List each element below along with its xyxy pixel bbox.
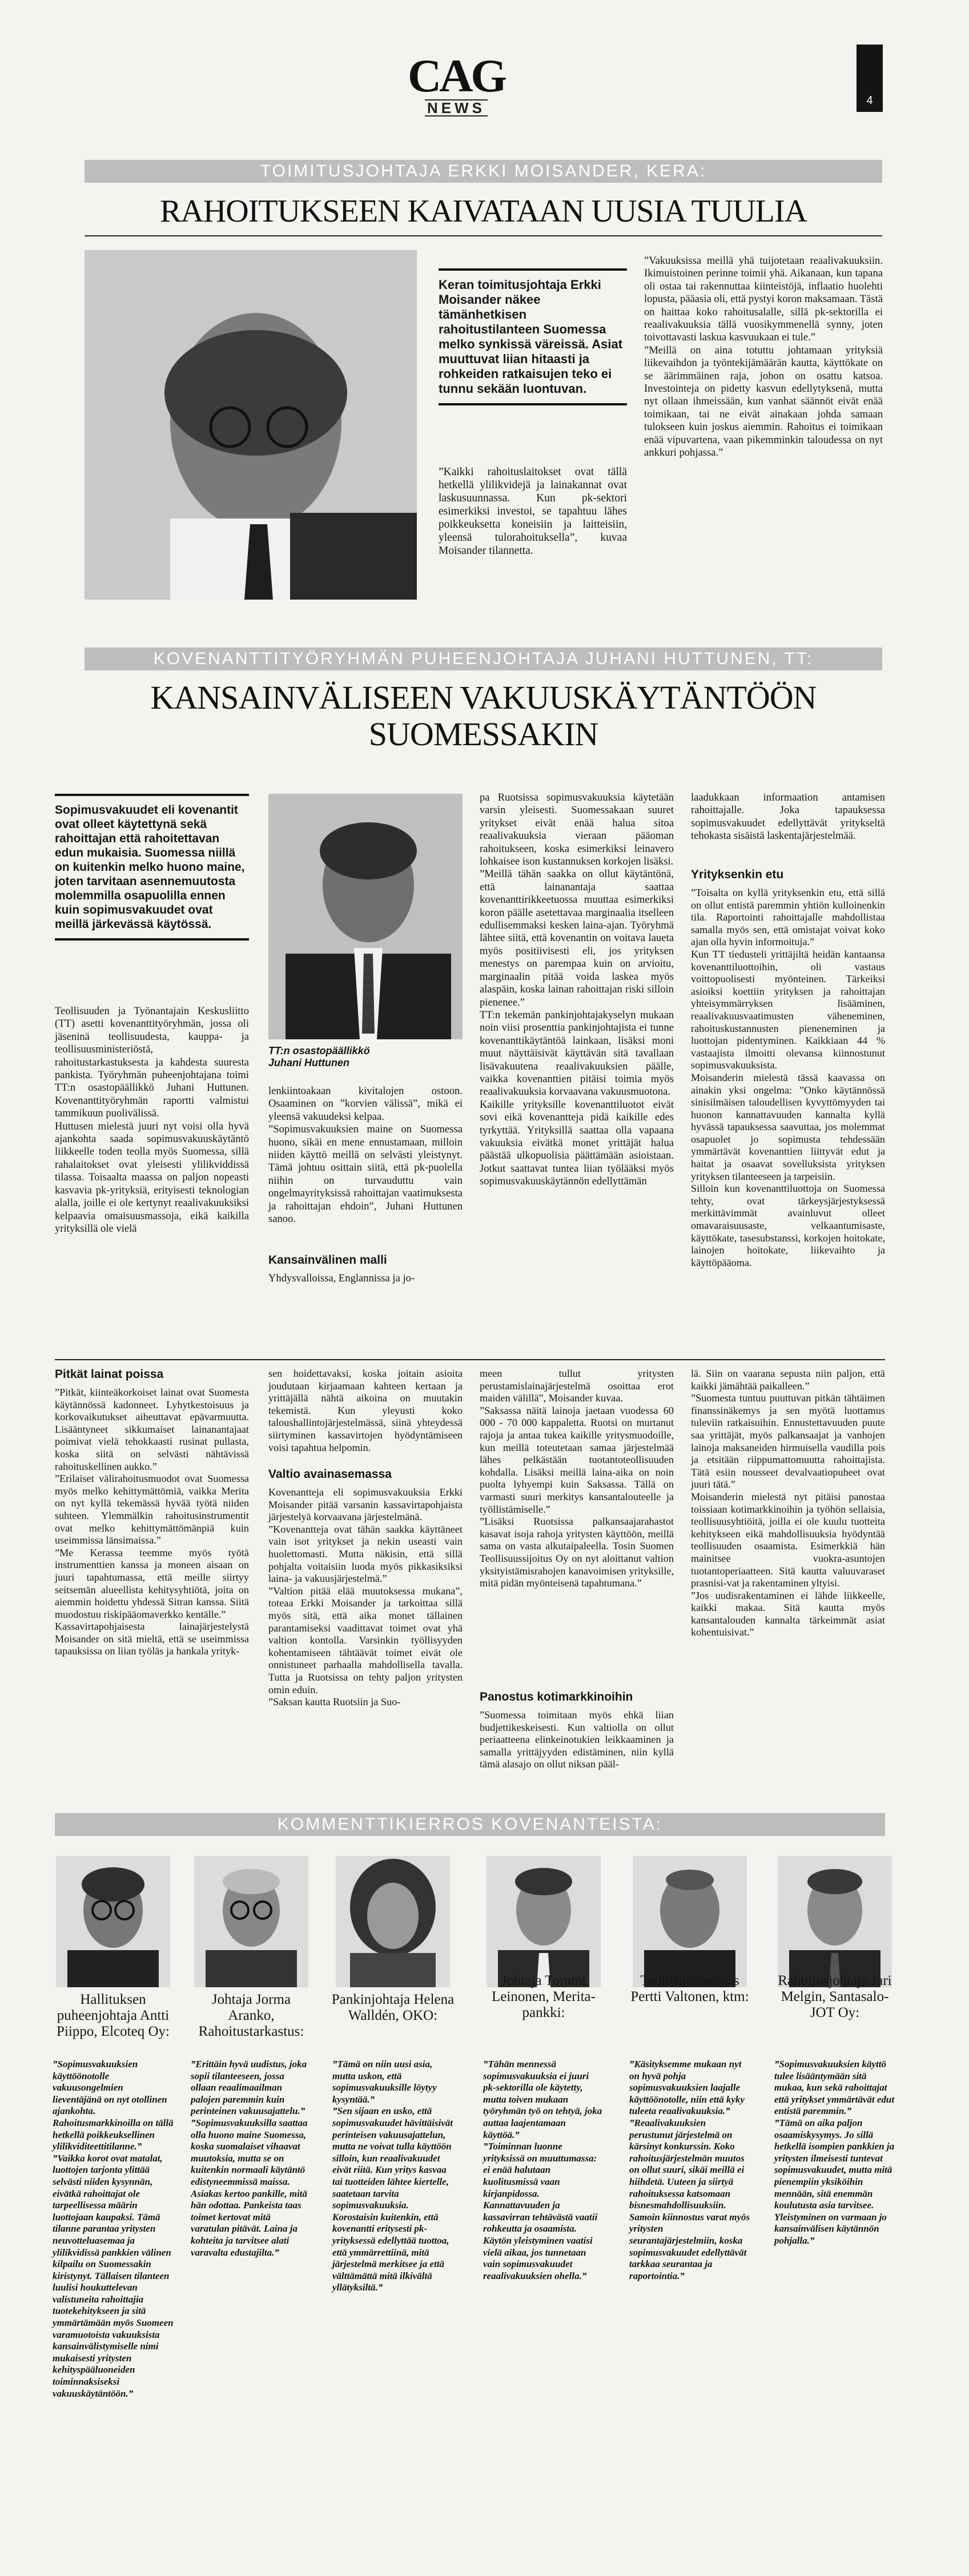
huttunen-caption: TT:n osastopäällikkö Juhani Huttunen [268,1045,370,1068]
person6-name: Rahoitusjohtaja Jari Melgin, Santasalo-JOT Oy: [778,1973,892,2020]
article2-col4: laadukkaan informaation antamisen rahoittajalle. Joka tapauksessa sopimusvakuudet edellyttävät yritykseltä tehokasta sisäistä laskentajärjestelmää. [691,791,885,842]
logo-cag: CAG [408,50,505,102]
person2-quote: ”Erittäin hyvä uudistus, joka sopii tilanteeseen, jossa ollaan reaalimaailman palojen paremmin kuin perinteinen vakuusajattelu.” ”Sopimusvakuuksilla saattaa olla huono maine Suomessa, koska suomalaiset vihaavat muutoksia, mutta se on kuitenkin normaali käytäntö edistyneemmissä maissa. Asiakas kertoo pankille, mitä hän odottaa. Pankeista taas toimet kertovat mitä varatulan pitävät. Laina ja kohteita ja tarvitsee alati varavalta edustajilta.” [191,2059,308,2258]
article3-top-rule [55,1359,885,1360]
article3-col3b: ”Suomessa toimitaan myös ehkä liian budjettikeskeisesti. Kun valtiolla on ollut periaatteena elinkeinotukien leikkaaminen ja samalla yrittäjyyden edistäminen, niin kyllä tämä alasajo on ollut niksan pääl- [480,1709,674,1770]
person3-photo [336,1856,450,1987]
article1-quote: ”Kaikki rahoituslaitokset ovat tällä hetkellä ylilikvidejä ja lainakannat ovat laskusuunnassa. Kun pk-sektori esimerkiksi investoi, se tapahtuu lähes poikkeuksetta koneisiin ja laitteisiin, yleensä tulorahoituksella”, kuvaa Moisander tilannetta. [439,466,627,557]
article1-lead [439,268,627,405]
article3-col3: meen tullut yritysten perustamislainajärjestelmä osoittaa erot maiden välillä”, Moisander kuvaa. ”Saksassa näitä lainoja jaetaan vuodessa 60 000 - 70 000 kappaletta. Ruotsi on murtanut rajoja ja antaa tukea kaikille yritysmuodoille, kun meillä toteutetaan samaa järjestelmää lähes pelkästään tuotantoteollisuuden kohdalla. Lisäksi meillä laina-aika on noin puolta lyhyempi kuin Saksassa. Tällä on varmasti suuri merkitys kansantalouteelle ja työllistämiselle.” ”Lisäksi Ruotsissa palkansaajarahastot kasavat isoja rahoja yritysten käyttöön, meillä sama on vasta alkutaipaleella. Tosin Suomen Teollisuussijoitus Oy on nyt aloittanut valtion yksityistämisrahojen kanavoimisen yrityksille, mitä pidän myönteisenä tapahtumana.” [480,1368,674,1589]
article1-title: RAHOITUKSEEN KAIVATAAN UUSIA TUULIA [160,194,807,229]
article3-col4: lä. Siin on vaarana sepusta niin paljon, että kaikki jämähtää paikalleen.” ”Suomesta tuntuu puuttuvan pitkän tähtäimen finanssinäkemys ja sen myötä luottamus tuleviin ratkaisuihin. Ennustettavuuden puute saa yrittäjät, myös palkansaajat ja vanhojen lainoja maksaneiden hirmuisella vaudilla pois ja etsitään riippumattomuutta rahoittajista. Tätä esiin nousseet devalvaatiopuheet ovat juuri tätä.” Moisanderin mielestä nyt pitäisi panostaa toissiaan kotimarkkinoihin ja työhön sellaisia, teollisuusyhtiöitä, joilla ei ole kuulu tuotteita kehitykseen eikä mahdollisuuksia hyödyntää teollisuuden osaamista. Esimerkkiä hän mainitsee vuokra-asuntojen tuotantoperiaatteen. Sitä kautta valuuvaraset prasnisi-vat ja rakentaminen yltyisi. ”Jos uudisrakentaminen ei lähde liikkeelle, kaikki makaa. Sitä kautta myös kansantalouden kannalta tärkeimmät asiat kohentuisivat.” [691,1368,885,1638]
page-number-tab [857,45,883,112]
person1-photo [56,1856,170,1987]
person4-quote: ”Tähän mennessä sopimusvakuuksia ei juuri pk-sektorilla ole käytetty, mutta toiven mukaan työryhmän työ on tehtyä, joka auttaa laajentamaan käyttöä.” ”Toiminnan luonne yrityksissä on muuttumassa: ei enää halutaan kuolitusmissä vaan kirjanpidossa. Kannattavuuden ja kassavirran tehtävästä vaatii rohkeutta ja osaamista. Käytön yleistyminen vaatisi vielä aikaa, jos tunnetaan vain sopimusvakuudet reaalivakuuksien ohella.” [483,2059,602,2281]
huttunen-portrait-svg [268,794,463,1039]
person2-name: Johtaja Jorma Aranko, Rahoitustarkastus: [198,1992,304,2039]
article2-title-line2: SUOMESSAKIN [368,716,598,753]
huttunen-photo [268,794,463,1039]
article3-sub-aval: Valtio avainasemassa [268,1468,392,1481]
person5-quote: ”Käsityksemme mukaan nyt on hyvä pohja sopimusvakuuksien laajalle käyttöönotolle, niin että kyky tuleeta reaalivakuuksia.” ”Reaalivakuuksien perustunut järjestelmä on kärsinyt konkurssin. Koko rahoitusjärjestelmän muutos on ollut suuri, sikäi meillä ei hiihdetä. Uuteen ja siirtyä rahoituksessa katsomaan bisnesmahdollisuuksiin. Samoin kiinnostus varat myös yritysten seurantajärjestelmiin, koska sopimusvakuudet edellyttävät tarkkaa seurantaa ja raportointia.” [629,2059,750,2281]
article3-col2b: Kovenantteja eli sopimusvakuuksia Erkki Moisander pitää varsanin kassavirtapohjaista järjestelyä korvaavana järjestelmänä. ”Kovenantteja ovat tähän saakka käyttäneet vain isot yritykset ja nekin useasti vain huolettomasti. Mutta näkisin, että sillä pohjalta voitaisiin luoda myös pikkasiksiksi laina- ja vakuusjärjestelmä.” ”Valtion pitää elää muutoksessa mukana”, toteaa Erkki Moisander ja tarkoittaa sillä myös sitä, että aika monet tällainen parantamiseksi vaadittavat toimet ovat yhä valtion kontolla. Varsinkin työllisyyden kohentamiseen tähtäävät toimet eivät ole onnistuneet parhaalla mahdollisella tavalla. Tutta ja Ruotsissa on tehty paljon yritysten omin eduin. ”Saksan kautta Ruotsiin ja Suo- [268,1486,463,1708]
article3-sub-pan: Panostus kotimarkkinoihin [480,1690,633,1703]
person2-photo [194,1856,308,1987]
article2-col2: lenkiintoakaan kivitalojen ostoon. Osaaminen on ”korvien välissä”, mikä ei yleensä vakuudeksi kelpaa. ”Sopimusvakuuksien maine on Suomessa huono, sikäi en mene ennustamaan, milloin niiden käyttö meillä on selvästi yleistynyt. Tämä johtuu osittain siitä, että pk-puolella niihin on turvauduttu vain ongelmayrityksissä rahoittajan vaatimuksesta ja rahoittajan ehdoin”, Juhani Huttunen sanoo. [268,1085,463,1225]
article2-col2b: Yhdysvalloissa, Englannissa ja jo- [268,1272,415,1284]
article1-kicker: TOIMITUSJOHTAJA ERKKI MOISANDER, KERA: [85,160,882,183]
comments-kicker: KOMMENTTIKIERROS KOVENANTEISTA: [55,1813,885,1836]
person4-name: Johtaja Tommi Leinonen, Merita-pankki: [492,1973,596,2020]
article2-lead [55,794,249,941]
person3-name: Pankinjohtaja Helena Walldén, OKO: [331,1992,455,2023]
article2-kicker: KOVENANTTITYÖRYHMÄN PUHEENJOHTAJA JUHANI HUTTUNEN, TT: [85,648,882,670]
moisander-photo [85,250,417,600]
article1-lead-text: Keran toimitusjohtaja Erkki Moisander näkee tämänhetkisen rahoitustilanteen Suomessa melko synkissä väreissä. Asiat muuttuvat liian hitaasti ja rohkeiden ratkaisujen teko ei tunnu sekään luontuvan. [439,278,623,396]
person5-photo [633,1856,747,1987]
article2-sub-self: Yrityksenkin etu [691,868,784,881]
article1-col3: ”Vakuuksissa meillä yhä tuijotetaan reaalivakuuksiin. Ikimuistoinen perinne toimii yhä. Aikanaan, kun tapana oli ostaa tai rakennuttaa kiinteistöjä, inflaatio huolehti lopusta, pääasia oli, että pystyi koron maksamaan. Tästä on haittaa koko rahoitusalalle, sillä pk-sektorilla ei reaalivakuuksia tällä vuosikymmenellä synny, joten toivottavasti laskua kasvuukaan ei tule.” ”Meillä on aina totuttu johtamaan yrityksiä liikevaihdon ja työntekijämäärän kautta, käyttökate on se äärimmäinen raja, johon on osattu katsoa. Investointeja on pidetty kasvun edellytyksenä, mutta nyt ollaan ihmeissään, kun vanhat säännöt eivät enää toimikaan, tai ne eivät ainakaan johda samaan tulokseen kuin joskus aiemmin. Rahoitus ei toimikaan enää vipuvartena, vaan pikemminkin taloudessa on nyt ankkuri pohjassa.” [644,255,883,459]
article2-sub-intl: Kansainvälinen malli [268,1253,387,1267]
person6-quote: ”Sopimusvakuuksien käyttö tulee lisääntymään sitä mukaa, kun sekä rahoittajat että yritykset ymmärtävät edut entistä paremmin.” ”Tämä on aika paljon osaamiskysymys. Jo sillä hetkellä isompien pankkien ja yritysten ilmeisesti tuntevat sopimusvakuudet, mutta mitä pienempiin yksiköihin mennään, sitä enemmän koulutusta asia tarvitsee. Yleistyminen on varmaan jo kansainvälisen käytännön pohjalla.” [774,2059,895,2246]
person6-photo [778,1856,892,1987]
article2-col1: Teollisuuden ja Työnantajain Keskusliitto (TT) asetti kovenanttityöryhmän, jossa oli jäseninä teollisuudesta, kauppa- ja teollisuusministeriöstä, rahoitustarkastuksesta ja kahdesta suuresta pankista. Työryhmän puheenjohtajana toimi TT:n osastopäällikkö Juhani Huttunen. Kovenanttityöryhmän raportti valmistui tammikuun puolivälissä. Huttusen mielestä juuri nyt voisi olla hyvä ajankohta saada sopimusvakuuskäytäntö liikkeelle toden teolla myös Suomessa, sillä rahalaitokset ovat yleisesti ylilikviddissä tilassa. Toisaalta maassa on paljon nopeasti kasvavia pk-yrityksiä, erityisesti teknologian alalla, joille ei ole kertynyt reaalivakuuksiksi kelpaavia omaisuusmassoja, eikä kaikilla yrityksillä ole vielä [55,1005,249,1235]
article3-sub-long: Pitkät lainat poissa [55,1368,164,1381]
article1-title-rule [85,235,882,236]
moisander-portrait-svg [85,250,417,600]
article2-col3: pa Ruotsissa sopimusvakuuksia käytetään varsin yleisesti. Suomessakaan suuret yritykset eivät enää halua sitoa reaalivakuuksia vieraan pääoman rahoitukseen, koska esimerkiksi leinavero lohkaisee ison kustannuksen korkojen lisäksi. ”Meillä tähän saakka on ollut käytäntönä, että lainanantaja saattaa kovenanttirikkeetuossa muuttaa esimerkiksi koron päälle asetettavaa marginaalia itselleen edullisemmaksi kesken laina-ajan. Työryhmä lähtee siitä, että kovenantin on voitava laueta myös positiivisesti eli, jos yrityksen menestys on parempaa kuin on arvioitu, marginaalin pitää voida laskea myös alaspäin, koska lainan rahoittajan riski silloin pienenee.” TT:n tekemän pankinjohtajakyselyn mukaan noin viisi prosenttia pankinjohtajista ei tunne kovenanttikäytäntöä lainkaan, lisäksi moni muut näyttäisivät käyttävän sitä tavallaan lisävakuutena reaalivakuuksien päälle, vaikka kovenanttien pitäisi toimia myös reaalivakuuksia korvaavana vakuusmuotona. Kaikille yrityksille kovenanttiluotot eivät sovi eikä kovenantteja pidä kaikille edes tyrkyttää. Yrityksillä saattaa olla vapaana vakuuksia eivätkä monet yrittäjät halua päästää ulkopuolisia päättämään asioistaan. Jotkut saattavat tuntea liian työlääksi myös sopimusvakuuskäytännön edellyttämän [480,791,674,1188]
person5-name: Teollisuusneuvos Pertti Valtonen, ktm: [630,1973,749,2004]
logo-news: NEWS [425,99,488,116]
article3-col1: ”Pitkät, kiinteäkorkoiset lainat ovat Suomesta käytännössä kadonneet. Lyhytkestoisuus ja korkovaikutukset aiheuttavat epävarmuutta. Lisääntyneet sikkumaiset lainanantajaat poimivat vielä tehokkaasti rusinat pullasta, koska siitä on selvästi nähtävissä rahoituskellinen aukko.” ”Erilaiset välirahoitusmuodot ovat Suomessa myös melko kehittymättömiä, vaikka Merita on nyt kyllä tekemässä hyvää työtä niiden suhteen. Ylemmälkin rahoitusinstrumentit ovat melko kehittymättömänpiä kuin useimmissa länsimaissa.” ”Me Kerassa teemme myös työtä instrumenttien kanssa ja moneen aisaan on juuri tapahtumassa, että meille siirtyy seitsemän alueellista kehitysyhtiötä, joita on aiemmin hoidettu yhdessä Sitran kanssa. Siitä muodostuu riskipääomaverkko kentälle.” Kassavirtapohjaisesta lainajärjestelystä Moisander on sitä mieltä, että se useimmissa tapauksissa on liian työläs ja hankala yrityk- [55,1387,249,1657]
person4-photo [486,1856,601,1987]
article2-col4b: ”Toisalta on kyllä yrityksenkin etu, että sillä on ollut entistä paremmin yhtiön kulloinenkin tila. Raportointi rahoittajalle mahdollistaa samalla myös sen, että omistajat voivat koko ajan olla hyvin informoituja.” Kun TT tiedusteli yrittäjiltä heidän kantaansa kovenanttiluottoihin, oli vastaus voittopuolisesti myönteinen. Tärkeiksi asioiksi koettiin yrityksen ja rahoittajan yhteisymmärryksen lisääminen, reaalivakuusvaatimusten väheneminen, rahoituskustannusten pieneneminen ja luottojan pidentyminen. Kaikkiaan 44 % vastaajista ilmoitti olevansa kiinnostunut sopimusvakuuksista. Moisanderin mielestä tässä kaavassa on ainakin yksi ongelma: ”Onko käytännössä sinisilmäisen taloudellisen kyvyttömyyden tai huonon kannattavuuden kannalta kyllä hyvässä tapauksessa saavuttaa, jos molemmat osapuolet jo sopimusta tehdessään ymmärtävät kovenanttien liittyvät edut ja haitat ja osaavat sovelluksista yrityksen yrityksen tilanteeseen ja tarpeisiin. Silloin kun kovenanttiluottoja on Suomessa tehty, ovat tärkeysjärjestyksessä merkittävimmät avainluvut olleet omavaraisuusaste, velkaantumisaste, käyttökate, tasesubstanssi, korkojen hoitokate, lainojen hoitokate, liikevaihto ja käyttöpääoma. [691,887,885,1268]
person1-quote: ”Sopimusvakuuksien käyttöönotolle vakuusongelmien lieventäjänä on nyt otollinen ajankohta. Rahoitusmarkkinoilla on tällä hetkellä poikkeuksellinen ylilikviditeettitilanne.” ”Vaikka korot ovat matalat, luottojen tarjonta ylittää selvästi niiden kysynnän, eivätkä rahoittajat ole tarpeellisessa määrin luottojaan kaupaksi. Tämä tilanne parantaa yritysten neuvotteluasemaa ja ylilikvidissä pankkien välinen kilpailu on Suomessakin kiristynyt. Tällaisen tilanteen luulisi houkuttelevan valistuneita rahoittajia tuotekehitykseen ja sitä ymmärtämään myös Suomeen varamuotoista vakuuksista kansainvälistymiselle nimi mukaisesti yritysten kehityspääluoneiden toiminnaksiseksi vakuuskäytäntöön.” [53,2059,174,2399]
person1-name: Hallituksen puheenjohtaja Antti Piippo, Elcoteq Oy: [57,1992,170,2039]
masthead-logo [408,50,505,121]
article2-title-line1: KANSAINVÄLISEEN VAKUUSKÄYTÄNTÖÖN [150,679,817,716]
page-number: 4 [866,94,873,107]
article3-col2: sen hoidettavaksi, koska joitain asioita joudutaan kirjaamaan kahteen kertaan ja yrittäjällä nähtä aikoina on muutakin tekemistä. Kun yleyusti koko taloushallintojärjestelmässä, siinä yhteydessä siirtyminen kassavirtojen hyödyntämiseen voisi tapahtua helpomin. [268,1368,463,1453]
person3-quote: ”Tämä on niin uusi asia, mutta uskon, että sopimusvakuuksille löytyy kysyntää.” ”Sen sijaan en usko, että sopimusvakuudet hävittäisivät perinteisen vakuusajattelun, mutta ne voivat tulla käyttöön silloin, kun reaalivakuudet eivät riitä. Kun yritys kasvaa tai tuotteiden lähtee kiertelle, saatetaan tarvita sopimusvakuuksia. Korostaisin kuitenkin, että kovenantti eritysesti pk-yrityksessä edellyttää tuottoa, että ymmärrettiinä, mitä järjestelmä merkitsee ja että välttämättä mitä ilkivältä yllätyksiltä.” [332,2059,453,2293]
article2-lead-text: Sopimusvakuudet eli kovenantit ovat olleet käytettynä sekä rahoittajan että rahoitettavan edun mukaisia. Suomessa niillä on kuitenkin melko huono maine, joten tarvitaan asennemuutosta molemmilla osapuolilla ennen kuin sopimusvakuudet ovat meillä järkevässä käytössä. [55,803,245,931]
